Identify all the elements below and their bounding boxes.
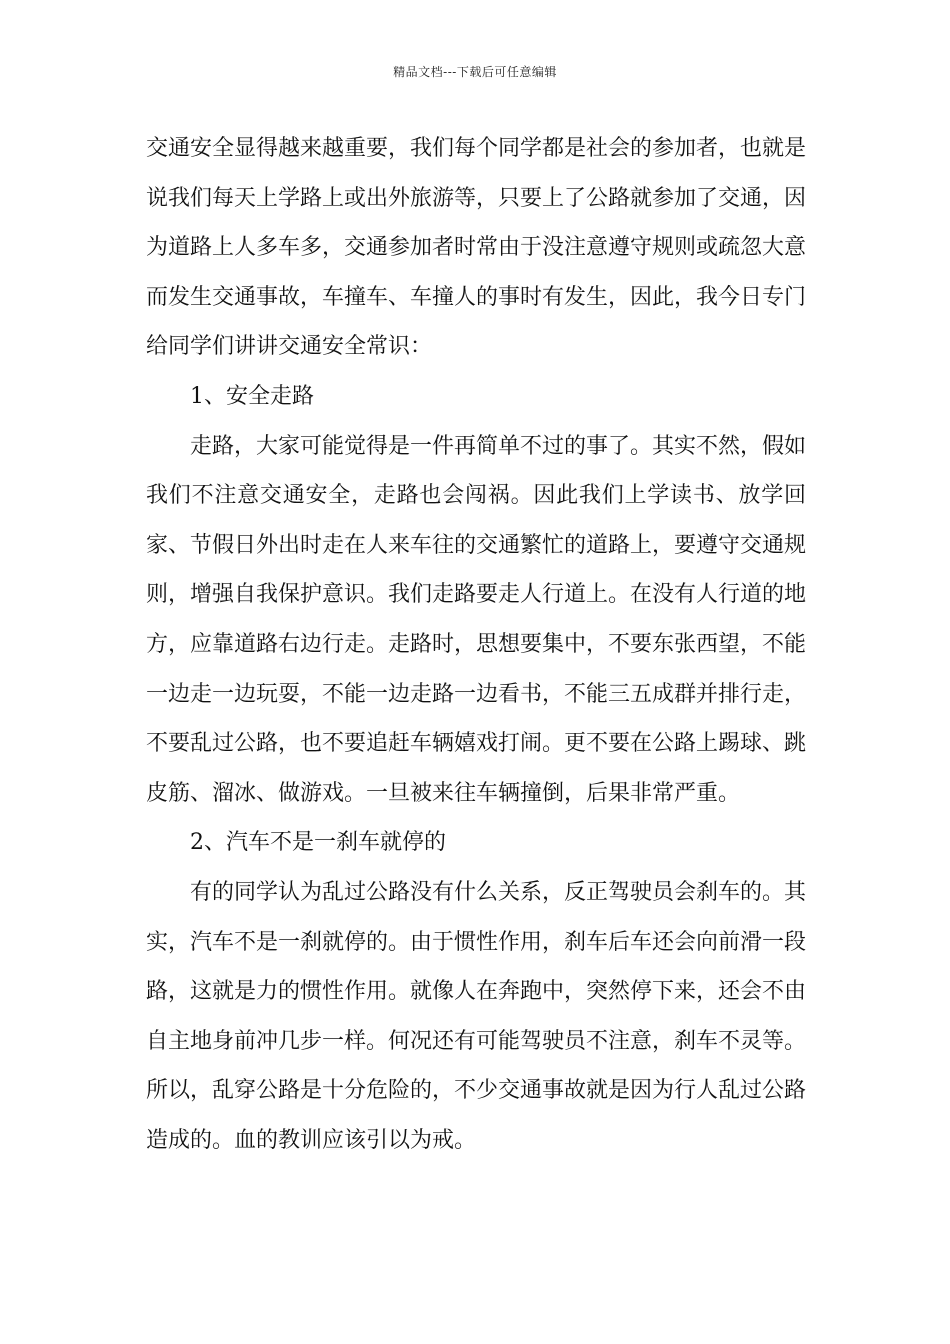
braking-paragraph: 有的同学认为乱过公路没有什么关系，反正驾驶员会刹车的。其实，汽车不是一刹就停的。由于惯性作用，刹车后车还会向前滑一段路，这就是力的惯性作用。就像人在奔跑中，突然停下来，还会不由自主地身前冲几步一样。何况还有可能驾驶员不注意，刹车不灵等。所以，乱穿公路是十分危险的，不少交通事故就是因为行人乱过公路造成的。血的教训应该引以为戒。 <box>146 879 807 1153</box>
intro-paragraph: 交通安全显得越来越重要，我们每个同学都是社会的参加者，也就是说我们每天上学路上或出外旅游等，只要上了公路就参加了交通，因为道路上人多车多，交通参加者时常由于没注意遵守规则或疏忽大意而发生交通事故，车撞车、车撞人的事时有发生，因此，我今日专门给同学们讲讲交通安全常识： <box>146 136 807 360</box>
safe-walking-paragraph: 走路，大家可能觉得是一件再简单不过的事了。其实不然，假如我们不注意交通安全，走路也会闯祸。因此我们上学读书、放学回家、节假日外出时走在人来车往的交通繁忙的道路上，要遵守交通规则，增强自我保护意识。我们走路要走人行道上。在没有人行道的地方，应靠道路右边行走。走路时，思想要集中，不要东张西望，不能一边走一边玩耍，不能一边走路一边看书，不能三五成群并排行走，不要乱过公路，也不要追赶车辆嬉戏打闹。更不要在公路上踢球、跳皮筋、溜冰、做游戏。一旦被来往车辆撞倒，后果非常严重。 <box>146 433 807 806</box>
page-header: 精品文档---下载后可任意编辑 <box>393 65 557 79</box>
section-heading-braking: 2、汽车不是一刹车就停的 <box>190 830 446 856</box>
section-heading-safe-walking: 1、安全走路 <box>190 383 314 409</box>
document-body <box>146 124 806 1165</box>
